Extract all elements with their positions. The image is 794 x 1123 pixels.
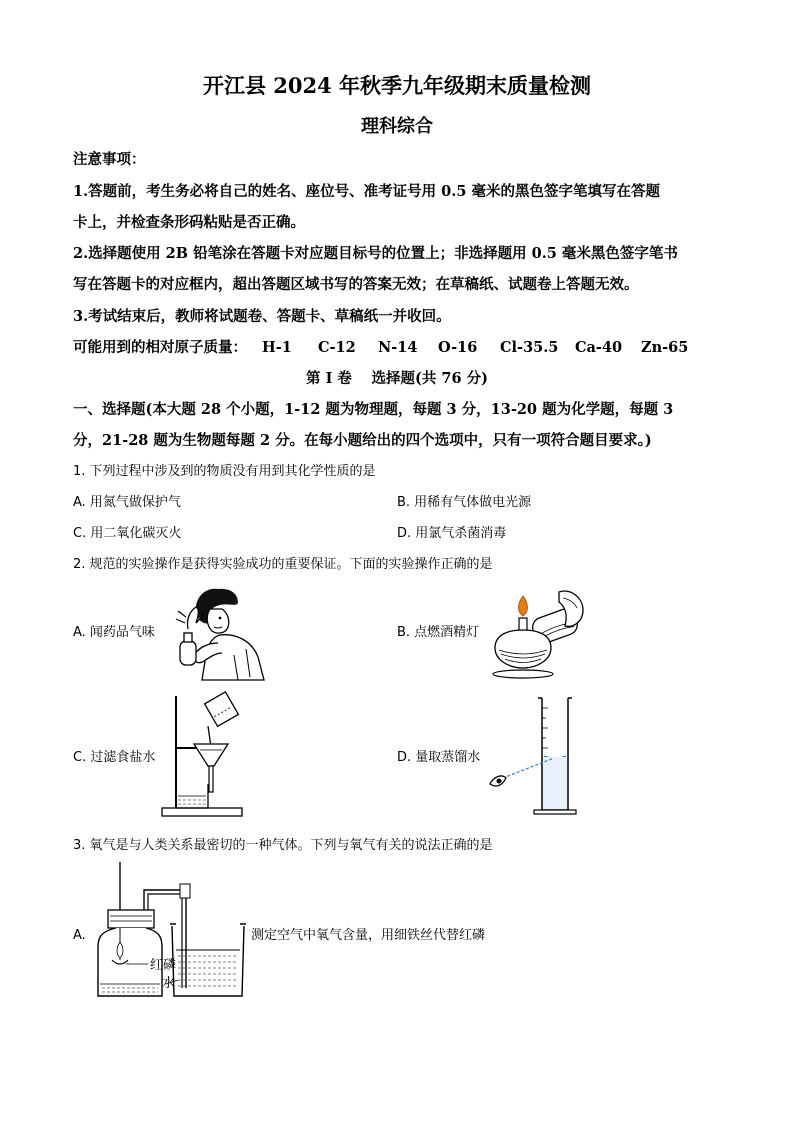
note-1-line-2: 卡上，并检查条形码粘贴是否正确。 bbox=[73, 214, 305, 231]
q2-option-c: C. 过滤食盐水 bbox=[73, 750, 156, 765]
q3-option-a-letter: A. bbox=[73, 928, 86, 943]
note-1-line-1: 1.答题前，考生务必将自己的姓名、座位号、准考证号用 0.5 毫米的黑色签字笔填写在答题 bbox=[73, 183, 660, 200]
label-water: 水 bbox=[162, 976, 176, 991]
section-title: 第 I 卷 选择题(共 76 分) bbox=[306, 370, 488, 387]
note-3: 3.考试结束后，教师将试题卷、答题卡、草稿纸一并收回。 bbox=[73, 308, 451, 325]
q2-stem: 2. 规范的实验操作是获得实验成功的重要保证。下面的实验操作正确的是 bbox=[73, 557, 493, 572]
q1-option-c: C. 用二氧化碳灭火 bbox=[73, 526, 182, 541]
q3-stem: 3. 氧气是与人类关系最密切的一种气体。下列与氧气有关的说法正确的是 bbox=[73, 838, 493, 853]
q2-option-b: B. 点燃酒精灯 bbox=[397, 625, 480, 640]
note-2-line-2: 写在答题卡的对应框内，超出答题区域书写的答案无效；在草稿纸、试题卷上答题无效。 bbox=[73, 276, 639, 293]
lighting-alcohol-lamp-figure bbox=[487, 588, 587, 680]
q1-option-d: D. 用氯气杀菌消毒 bbox=[397, 526, 507, 541]
q3-option-a-text: 测定空气中氧气含量，用细铁丝代替红磷 bbox=[251, 928, 486, 943]
q2-option-a: A. 闻药品气味 bbox=[73, 625, 155, 640]
atomic-mass-n: N-14 bbox=[378, 339, 418, 356]
exam-title: 开江县 2024 年秋季九年级期末质量检测 bbox=[202, 73, 592, 98]
measuring-cylinder-figure bbox=[488, 696, 578, 816]
section-intro-line-2: 分，21-28 题为生物题每题 2 分。在每小题给出的四个选项中，只有一项符合题目要求。) bbox=[73, 432, 652, 449]
oxygen-content-apparatus-figure bbox=[96, 860, 248, 1002]
notes-heading: 注意事项： bbox=[73, 151, 146, 168]
q1-option-b: B. 用稀有气体做电光源 bbox=[397, 495, 532, 510]
atomic-mass-cl: Cl-35.5 bbox=[500, 339, 559, 356]
label-red-phosphorus: 红磷 bbox=[150, 958, 177, 973]
q1-option-a: A. 用氮气做保护气 bbox=[73, 495, 181, 510]
atomic-mass-o: O-16 bbox=[438, 339, 478, 356]
atomic-mass-ca: Ca-40 bbox=[575, 339, 623, 356]
atomic-mass-label: 可能用到的相对原子质量： bbox=[73, 339, 247, 356]
atomic-mass-zn: Zn-65 bbox=[641, 339, 689, 356]
smelling-chemical-figure bbox=[176, 585, 271, 680]
section-intro-line-1: 一、选择题(本大题 28 个小题，1-12 题为物理题，每题 3 分，13-20 题为化学题，每题 3 bbox=[73, 401, 674, 418]
exam-subtitle: 理科综合 bbox=[361, 116, 433, 137]
q1-stem: 1. 下列过程中涉及到的物质没有用到其化学性质的是 bbox=[73, 464, 376, 479]
atomic-mass-h: H-1 bbox=[262, 339, 292, 356]
q2-option-d: D. 量取蒸馏水 bbox=[397, 750, 481, 765]
note-2-line-1: 2.选择题使用 2B 铅笔涂在答题卡对应题目标号的位置上；非选择题用 0.5 毫米黑色签字笔书 bbox=[73, 245, 678, 262]
atomic-mass-c: C-12 bbox=[318, 339, 356, 356]
filtration-figure bbox=[160, 692, 250, 820]
